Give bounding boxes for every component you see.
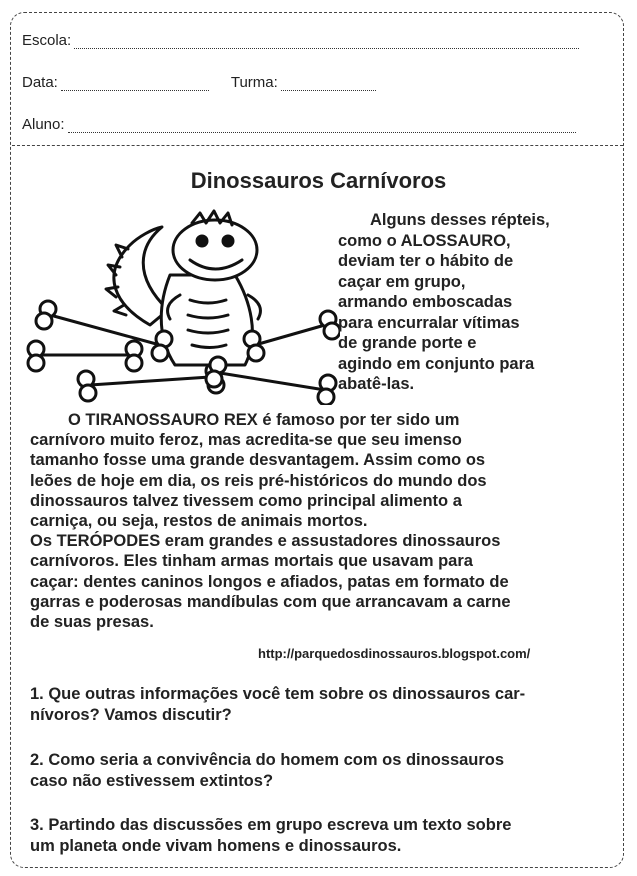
question-line: 1. Que outras informações você tem sobre os dinossauros car- — [30, 685, 526, 703]
body-line: caçar: dentes caninos longos e afiados, patas em formato de — [30, 572, 509, 591]
dinosaur-with-bones-icon — [20, 205, 340, 405]
intro-line: caçar em grupo, — [338, 272, 466, 291]
school-label: Escola: — [22, 32, 72, 49]
intro-line: de grande porte e — [338, 334, 477, 352]
body-line: Os TERÓPODES eram grandes e assustadores dinossauros — [30, 532, 501, 551]
intro-line: abatê-las. — [338, 375, 415, 393]
question-1 — [30, 684, 615, 726]
question-line: 3. Partindo das discussões em grupo escreva um texto sobre — [30, 816, 512, 834]
body-line: leões de hoje em dia, os reis pré-históricos do mundo dos — [30, 471, 487, 490]
student-row — [22, 116, 576, 133]
date-row — [22, 74, 376, 91]
body-line: garras e poderosas mandíbulas com que arrancavam a carne — [30, 592, 511, 611]
question-line: caso não estivessem extintos? — [30, 772, 274, 790]
intro-line: agindo em conjunto para — [338, 354, 535, 373]
body-line: de suas presas. — [30, 613, 154, 632]
student-field[interactable] — [68, 120, 576, 133]
class-field[interactable] — [281, 78, 376, 91]
student-label: Aluno: — [22, 116, 65, 133]
question-line: um planeta onde vivam homens e dinossauros. — [30, 837, 402, 855]
intro-line: deviam ter o hábito de — [338, 252, 514, 270]
body-line: dinossauros talvez tivessem como principal alimento a — [30, 491, 462, 510]
intro-line: armando emboscadas — [338, 293, 513, 311]
source-link[interactable]: http://parquedosdinossauros.blogspot.com/ — [258, 646, 531, 661]
class-label: Turma: — [230, 74, 278, 91]
question-line: 2. Como seria a convivência do homem com os dinossauros — [30, 751, 505, 769]
intro-paragraph — [338, 210, 610, 395]
intro-line: como o ALOSSAURO, — [338, 231, 511, 250]
question-2 — [30, 750, 615, 792]
intro-line: Alguns desses répteis, — [370, 211, 550, 229]
date-label: Data: — [22, 74, 58, 91]
date-field[interactable] — [61, 78, 209, 91]
intro-line: para encurralar vítimas — [338, 313, 520, 332]
header-divider — [12, 145, 623, 146]
school-field[interactable] — [74, 36, 579, 49]
question-3 — [30, 815, 615, 857]
body-text — [30, 410, 610, 632]
body-line: O TIRANOSSAURO REX é famoso por ter sido um — [68, 411, 460, 429]
body-line: carniça, ou seja, restos de animais mortos. — [30, 512, 368, 531]
question-line: nívoros? Vamos discutir? — [30, 706, 232, 724]
page-title: Dinossauros Carnívoros — [190, 168, 447, 193]
school-row — [22, 32, 579, 49]
body-line: carnívoros. Eles tinham armas mortais que usavam para — [30, 552, 473, 571]
body-line: tamanho fosse uma grande desvantagem. Assim como os — [30, 451, 486, 470]
body-line: carnívoro muito feroz, mas acredita-se que seu imenso — [30, 431, 462, 450]
